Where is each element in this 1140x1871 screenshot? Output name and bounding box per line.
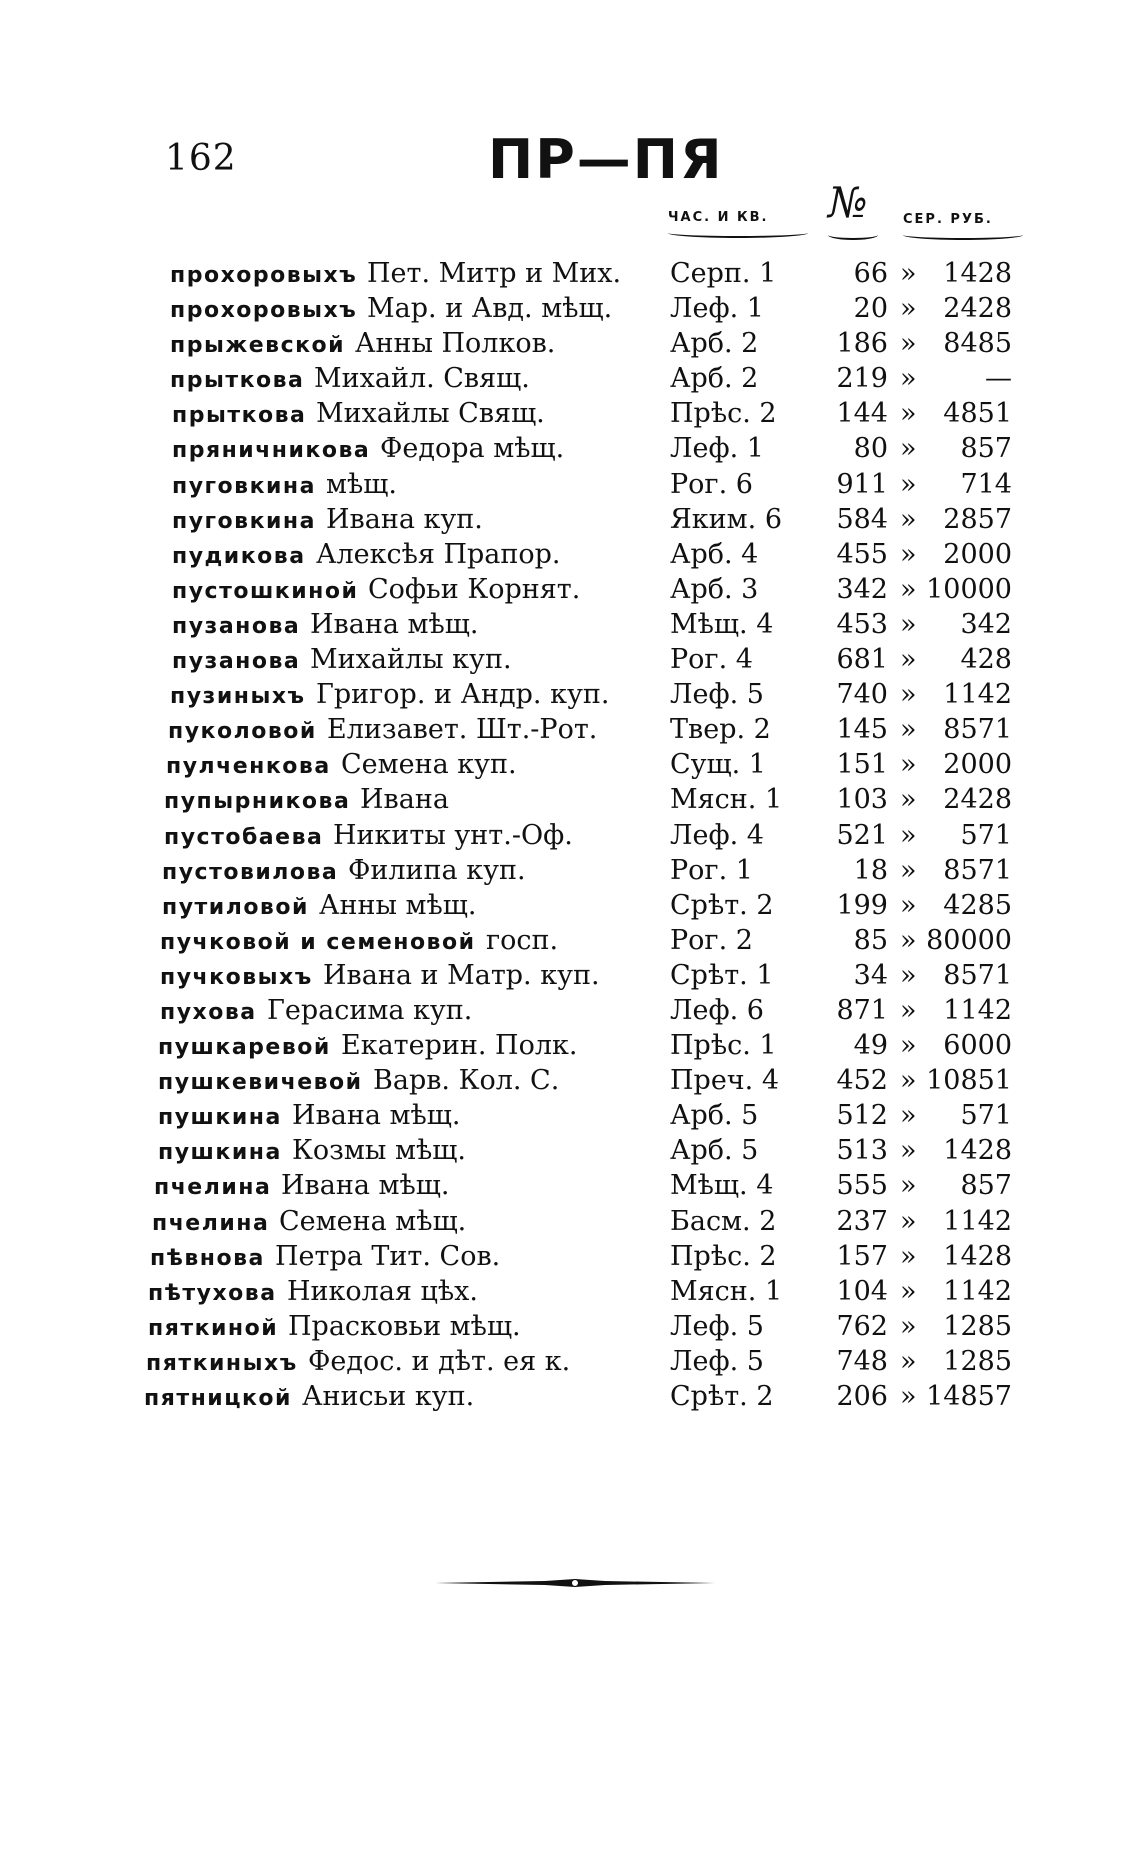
entry-description: Филипа куп. <box>348 854 526 886</box>
list-item <box>0 504 1140 539</box>
entry-number: 748 <box>836 1345 888 1377</box>
list-item <box>0 1311 1140 1346</box>
entry-number: 455 <box>836 538 888 570</box>
list-item <box>0 609 1140 644</box>
entry-number: 66 <box>853 258 888 289</box>
entry-description: Семена мѣщ. <box>279 1205 467 1237</box>
entry-number: 911 <box>836 468 888 500</box>
entry-mark: » <box>900 784 917 816</box>
list-item <box>0 925 1140 960</box>
entry-district: Преч. 4 <box>670 1065 780 1097</box>
entry-district: Яким. 6 <box>670 503 783 535</box>
entry-surname: прыткова <box>170 368 305 394</box>
list-item <box>0 890 1140 925</box>
running-head: ПР—ПЯ <box>488 128 724 191</box>
entry-surname: пятницкой <box>144 1386 292 1411</box>
entry-number: 681 <box>836 644 888 676</box>
entry-district: Арб. 3 <box>670 573 759 605</box>
entry-mark: » <box>900 959 917 991</box>
ornament-divider-icon <box>435 1576 715 1590</box>
list-item <box>0 1276 1140 1311</box>
entry-value: 2000 <box>943 749 1012 781</box>
entry-number: 219 <box>836 363 888 395</box>
entry-number: 237 <box>836 1205 888 1237</box>
entry-district: Мясн. 1 <box>670 1275 783 1307</box>
entry-description: Петра Тит. Сов. <box>275 1240 501 1272</box>
entry-mark: » <box>900 433 917 465</box>
column-header-number-label: № <box>828 178 868 227</box>
entry-mark: » <box>900 363 917 395</box>
entry-number: 144 <box>836 398 888 430</box>
entry-mark: » <box>900 258 917 289</box>
entry-mark: » <box>900 679 917 711</box>
entry-value: 857 <box>960 433 1012 465</box>
entry-number: 452 <box>836 1065 888 1097</box>
list-item <box>0 574 1140 609</box>
entry-value: 1285 <box>943 1345 1012 1377</box>
column-header-district <box>668 210 808 238</box>
entry-value: 1142 <box>943 679 1012 711</box>
list-item <box>0 398 1140 433</box>
entry-mark: » <box>900 1135 917 1167</box>
entry-mark: » <box>900 889 917 921</box>
entry-value: 6000 <box>943 1030 1012 1062</box>
entry-surname: пряничникова <box>172 438 371 464</box>
entry-mark: » <box>900 398 917 430</box>
entry-number: 513 <box>836 1135 888 1167</box>
entry-description: Ивана и Матр. куп. <box>323 959 600 991</box>
entry-value: 1142 <box>943 1205 1012 1237</box>
entry-district: Арб. 4 <box>670 538 759 570</box>
entry-value: 1428 <box>943 258 1012 289</box>
entry-district: Рог. 4 <box>670 644 753 676</box>
entry-value: 2857 <box>943 503 1012 535</box>
entry-surname: пупырникова <box>164 789 351 815</box>
entry-surname: пушкина <box>158 1105 282 1131</box>
entry-value: 8485 <box>943 328 1012 360</box>
entry-mark: » <box>900 819 917 851</box>
entry-surname: прыжевской <box>170 333 346 359</box>
entry-mark: » <box>900 608 917 640</box>
entry-value: 714 <box>960 468 1012 500</box>
entry-number: 151 <box>836 749 888 781</box>
list-item <box>0 749 1140 784</box>
list-item <box>0 293 1140 328</box>
entry-description: Алексѣя Прапор. <box>316 538 561 570</box>
list-item <box>0 1170 1140 1205</box>
entry-mark: » <box>900 293 917 325</box>
entry-district: Леф. 1 <box>670 293 764 325</box>
entry-district: Срѣт. 2 <box>670 1381 774 1412</box>
list-item <box>0 679 1140 714</box>
list-item <box>0 1241 1140 1276</box>
brace-icon <box>668 228 808 238</box>
column-header-district-label: ЧАС. И КВ. <box>668 210 769 225</box>
entry-value: 342 <box>960 608 1012 640</box>
entry-description: Ивана мѣщ. <box>281 1170 450 1202</box>
brace-icon <box>828 230 878 240</box>
entry-number: 206 <box>836 1381 888 1412</box>
entry-surname: пуколовой <box>168 719 317 745</box>
entry-surname: пустобаева <box>164 824 324 850</box>
entry-mark: » <box>900 1381 917 1412</box>
entry-mark: » <box>900 1205 917 1237</box>
entry-description: Елизавет. Шт.-Рот. <box>327 714 598 746</box>
entry-district: Сущ. 1 <box>670 749 766 781</box>
entry-description: Анны мѣщ. <box>319 889 477 921</box>
entry-value: 10851 <box>926 1065 1012 1097</box>
entry-description: Мар. и Авд. мѣщ. <box>367 293 613 325</box>
entry-number: 521 <box>836 819 888 851</box>
entry-description: Никиты унт.-Оф. <box>333 819 573 851</box>
entry-description: Ивана мѣщ. <box>292 1100 461 1132</box>
entry-district: Срѣт. 2 <box>670 889 774 921</box>
entry-number: 199 <box>836 889 888 921</box>
entry-description: Михайлы куп. <box>310 644 512 676</box>
entry-number: 18 <box>853 854 888 886</box>
entry-mark: » <box>900 1065 917 1097</box>
entry-number: 584 <box>836 503 888 535</box>
entry-surname: пчелина <box>154 1175 272 1201</box>
entry-mark: » <box>900 644 917 676</box>
list-item <box>0 1100 1140 1135</box>
entry-number: 157 <box>836 1240 888 1272</box>
entry-district: Прѣс. 1 <box>670 1030 777 1062</box>
entry-number: 85 <box>853 924 888 956</box>
entry-district: Леф. 4 <box>670 819 764 851</box>
entry-district: Арб. 2 <box>670 363 759 395</box>
entry-district: Серп. 1 <box>670 258 777 289</box>
entry-district: Срѣт. 1 <box>670 959 774 991</box>
entry-surname: пузиныхъ <box>170 684 306 710</box>
entry-value: 1428 <box>943 1135 1012 1167</box>
entry-value: 1142 <box>943 994 1012 1026</box>
entry-district: Басм. 2 <box>670 1205 777 1237</box>
entry-value: 2428 <box>943 784 1012 816</box>
entry-district: Леф. 1 <box>670 433 764 465</box>
entry-surname: путиловой <box>162 894 309 920</box>
entry-description: мѣщ. <box>326 468 397 500</box>
entry-value: 428 <box>960 644 1012 676</box>
entry-description: Федос. и дѣт. ея к. <box>308 1345 571 1377</box>
list-item <box>0 328 1140 363</box>
column-header-value-label: СЕР. РУБ. <box>903 212 993 227</box>
entry-mark: » <box>900 328 917 360</box>
list-item <box>0 820 1140 855</box>
entry-surname: пѣтухова <box>148 1280 277 1306</box>
entry-description: госп. <box>486 924 559 956</box>
list-item <box>0 539 1140 574</box>
list-item <box>0 1381 1140 1416</box>
entry-value: 1428 <box>943 1240 1012 1272</box>
column-header-number <box>828 178 878 240</box>
entry-surname: пушкина <box>158 1140 282 1166</box>
entry-number: 871 <box>836 994 888 1026</box>
entry-description: Софьи Корнят. <box>368 573 581 605</box>
brace-icon <box>903 230 1023 240</box>
entry-surname: пулченкова <box>166 754 331 780</box>
entry-district: Прѣс. 2 <box>670 398 777 430</box>
entry-value: 80000 <box>926 924 1012 956</box>
entry-surname: пяткиныхъ <box>146 1350 298 1376</box>
entry-number: 762 <box>836 1310 888 1342</box>
entry-mark: » <box>900 1345 917 1377</box>
entry-value: 14857 <box>926 1381 1012 1412</box>
entry-value: 2428 <box>943 293 1012 325</box>
entry-surname: пяткиной <box>148 1315 279 1341</box>
entry-description: Ивана мѣщ. <box>310 608 479 640</box>
entry-district: Мѣщ. 4 <box>670 608 774 640</box>
entry-mark: » <box>900 1275 917 1307</box>
entry-number: 34 <box>853 959 888 991</box>
entry-value: 857 <box>960 1170 1012 1202</box>
entry-number: 103 <box>836 784 888 816</box>
entry-district: Леф. 5 <box>670 1310 764 1342</box>
entry-mark: » <box>900 749 917 781</box>
entry-district: Рог. 1 <box>670 854 753 886</box>
list-item <box>0 714 1140 749</box>
entry-district: Рог. 6 <box>670 468 753 500</box>
entry-district: Твер. 2 <box>670 714 771 746</box>
entry-mark: » <box>900 1100 917 1132</box>
entry-value: 4285 <box>943 889 1012 921</box>
entry-district: Мясн. 1 <box>670 784 783 816</box>
list-item <box>0 258 1140 293</box>
entry-description: Семена куп. <box>341 749 517 781</box>
list-item <box>0 433 1140 468</box>
entry-surname: пустовилова <box>162 859 339 885</box>
entry-description: Михайл. Свящ. <box>314 363 530 395</box>
entry-value: 571 <box>960 1100 1012 1132</box>
entry-number: 104 <box>836 1275 888 1307</box>
entry-district: Арб. 5 <box>670 1135 759 1167</box>
list-item <box>0 469 1140 504</box>
entry-number: 555 <box>836 1170 888 1202</box>
entry-mark: » <box>900 1030 917 1062</box>
entry-mark: » <box>900 573 917 605</box>
entry-surname: пѣвнова <box>150 1245 265 1271</box>
entry-mark: » <box>900 468 917 500</box>
list-item <box>0 784 1140 819</box>
list-item <box>0 1030 1140 1065</box>
entry-number: 80 <box>853 433 888 465</box>
entry-value: 10000 <box>926 573 1012 605</box>
entry-mark: » <box>900 1310 917 1342</box>
entry-description: Ивана куп. <box>326 503 483 535</box>
entry-surname: прыткова <box>172 403 307 429</box>
entry-number: 512 <box>836 1100 888 1132</box>
entry-surname: пухова <box>160 999 257 1025</box>
entry-value: 8571 <box>943 959 1012 991</box>
entry-description: Григор. и Андр. куп. <box>316 679 610 711</box>
list-item <box>0 995 1140 1030</box>
entry-description: Пет. Митр и Мих. <box>367 258 622 289</box>
entry-district: Рог. 2 <box>670 924 753 956</box>
entry-surname: пуговкина <box>172 508 316 534</box>
entry-number: 186 <box>836 328 888 360</box>
entry-mark: » <box>900 854 917 886</box>
entry-description: Варв. Кол. С. <box>373 1065 560 1097</box>
entry-surname: пустошкиной <box>172 578 359 604</box>
entry-description: Федора мѣщ. <box>380 433 565 465</box>
entry-district: Мѣщ. 4 <box>670 1170 774 1202</box>
entry-district: Леф. 5 <box>670 679 764 711</box>
entry-description: Екатерин. Полк. <box>341 1030 578 1062</box>
entry-value: — <box>985 363 1012 395</box>
page-number: 162 <box>165 138 237 179</box>
entry-mark: » <box>900 994 917 1026</box>
entry-description: Анны Полков. <box>355 328 556 360</box>
entry-surname: пчелина <box>152 1210 270 1236</box>
entry-mark: » <box>900 538 917 570</box>
list-item <box>0 855 1140 890</box>
entry-number: 145 <box>836 714 888 746</box>
entry-description: Николая цѣх. <box>287 1275 478 1307</box>
entry-surname: пучковой и семеновой <box>160 929 476 955</box>
entry-description: Прасковьи мѣщ. <box>288 1310 521 1342</box>
list-item <box>0 1135 1140 1170</box>
entry-surname: прохоровыхъ <box>170 298 358 324</box>
entry-value: 4851 <box>943 398 1012 430</box>
register-list <box>0 258 1140 1416</box>
entry-value: 571 <box>960 819 1012 851</box>
entry-district: Арб. 2 <box>670 328 759 360</box>
list-item <box>0 644 1140 679</box>
entry-surname: пушкевичевой <box>158 1070 363 1096</box>
entry-description: Ивана <box>360 784 449 816</box>
entry-value: 2000 <box>943 538 1012 570</box>
entry-surname: пузанова <box>172 649 301 675</box>
entry-description: Козмы мѣщ. <box>292 1135 466 1167</box>
list-item <box>0 1065 1140 1100</box>
entry-value: 8571 <box>943 714 1012 746</box>
entry-district: Арб. 5 <box>670 1100 759 1132</box>
list-item <box>0 960 1140 995</box>
entry-description: Анисьи куп. <box>302 1381 475 1412</box>
entry-value: 1285 <box>943 1310 1012 1342</box>
list-item <box>0 363 1140 398</box>
list-item <box>0 1206 1140 1241</box>
entry-number: 342 <box>836 573 888 605</box>
entry-number: 49 <box>853 1030 888 1062</box>
entry-number: 453 <box>836 608 888 640</box>
entry-surname: прохоровыхъ <box>170 263 358 288</box>
entry-number: 740 <box>836 679 888 711</box>
entry-description: Герасима куп. <box>267 994 473 1026</box>
entry-mark: » <box>900 1170 917 1202</box>
entry-district: Леф. 5 <box>670 1345 764 1377</box>
entry-mark: » <box>900 924 917 956</box>
entry-value: 1142 <box>943 1275 1012 1307</box>
entry-surname: пушкаревой <box>158 1035 331 1061</box>
entry-number: 20 <box>853 293 888 325</box>
entry-mark: » <box>900 1240 917 1272</box>
entry-mark: » <box>900 503 917 535</box>
entry-district: Леф. 6 <box>670 994 764 1026</box>
entry-surname: пуговкина <box>172 473 316 499</box>
column-header-value <box>903 212 1023 240</box>
entry-surname: пучковыхъ <box>160 964 313 990</box>
entry-surname: пудикова <box>172 543 306 569</box>
entry-surname: пузанова <box>172 613 301 639</box>
entry-mark: » <box>900 714 917 746</box>
entry-description: Михайлы Свящ. <box>316 398 545 430</box>
list-item <box>0 1346 1140 1381</box>
entry-district: Прѣс. 2 <box>670 1240 777 1272</box>
entry-value: 8571 <box>943 854 1012 886</box>
